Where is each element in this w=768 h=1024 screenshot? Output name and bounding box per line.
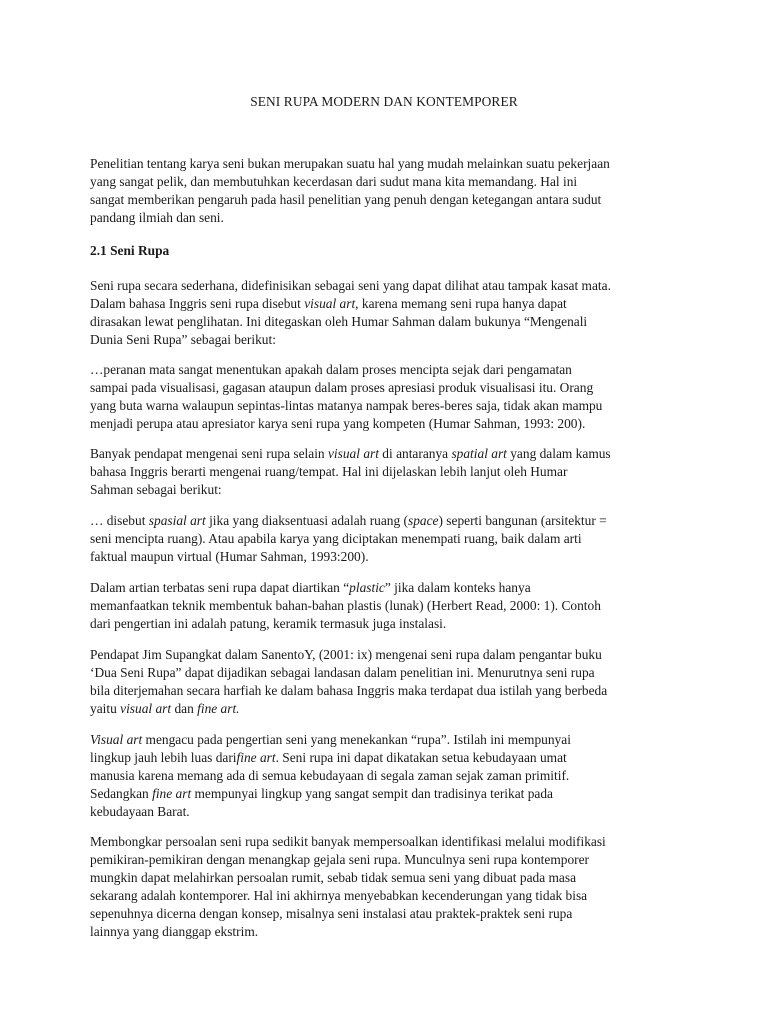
text-line: menjadi perupa atau apresiator karya seni rupa yang kompeten (Humar Sahman, 1993: 200). <box>90 416 586 431</box>
text-line: … disebut spasial art jika yang diaksentuasi adalah ruang (space) seperti bangunan (arsitektur = <box>90 513 607 528</box>
text-line: faktual maupun virtual (Humar Sahman, 1993:200). <box>90 549 369 564</box>
text-line: pandang ilmiah dan seni. <box>90 210 224 225</box>
paragraph-plastic <box>90 579 690 633</box>
text-line: dirasakan lewat penglihatan. Ini ditegaskan oleh Humar Sahman dalam bukunya “Mengenali <box>90 314 588 329</box>
paragraph-visual-art <box>90 731 690 821</box>
text-line: …peranan mata sangat menentukan apakah dalam proses mencipta sejak dari pengamatan <box>90 362 572 377</box>
text-line: yaitu visual art dan fine art. <box>90 701 240 716</box>
text-line: Membongkar persoalan seni rupa sedikit banyak mempersoalkan identifikasi melalui modifikasi <box>90 834 606 849</box>
text-line: yang buta warna walaupun sepintas-lintas matanya nampak beres-beres saja, tidak akan mampu <box>90 398 603 413</box>
text-line: Sedangkan fine art mempunyai lingkup yang sangat sempit dan tradisinya terikat pada <box>90 786 554 801</box>
text-line: Dalam artian terbatas seni rupa dapat diartikan “plastic” jika dalam konteks hanya <box>90 580 531 595</box>
section-heading: 2.1 Seni Rupa <box>90 243 170 258</box>
text-line: mungkin dapat melahirkan persoalan rumit, sebab tidak semua seni yang dibuat pada masa <box>90 870 577 885</box>
text-line: Pendapat Jim Supangkat dalam SanentoY, (2001: ix) mengenai seni rupa dalam pengantar buku <box>90 647 602 662</box>
text-line: pemikiran-pemikiran dengan menangkap gejala seni rupa. Munculnya seni rupa kontemporer <box>90 852 590 867</box>
paragraph-spatial-art <box>90 445 690 499</box>
text-line: sekarang adalah kontemporer. Hal ini akhirnya menyebabkan kecenderungan yang tidak bisa <box>90 888 588 903</box>
text-line: sangat memberikan pengaruh pada hasil penelitian yang penuh dengan ketegangan antara sudut <box>90 192 602 207</box>
intro-paragraph <box>90 155 690 227</box>
text-line: sepenuhnya dicerna dengan konsep, misalnya seni instalasi atau praktek-praktek seni rupa <box>90 906 573 921</box>
text-line: seni mencipta ruang). Atau apabila karya yang diciptakan menempati ruang, baik dalam arti <box>90 531 582 546</box>
text-line: Banyak pendapat mengenai seni rupa selain visual art di antaranya spatial art yang dalam kamus <box>90 446 611 461</box>
text-line: Dalam bahasa Inggris seni rupa disebut visual art, karena memang seni rupa hanya dapat <box>90 296 567 311</box>
quote-block-1 <box>90 361 690 433</box>
text-line: lainnya yang dianggap ekstrim. <box>90 924 259 939</box>
text-line: Sahman sebagai berikut: <box>90 482 222 497</box>
document-title: SENI RUPA MODERN DAN KONTEMPORER <box>250 94 518 109</box>
paragraph-seni-rupa <box>90 277 690 349</box>
text-line: ‘Dua Seni Rupa” dapat dijadikan sebagai landasan dalam penelitian ini. Menurutnya seni rupa <box>90 665 595 680</box>
text-line: dari pengertian ini adalah patung, keramik termasuk juga instalasi. <box>90 616 447 631</box>
text-line: yang sangat pelik, dan membutuhkan kecerdasan dari sudut mana kita memandang. Hal ini <box>90 174 578 189</box>
text-line: bila diterjemahan secara harfiah ke dalam bahasa Inggris maka terdapat dua istilah yang berbeda <box>90 683 608 698</box>
text-line: Dunia Seni Rupa” sebagai berikut: <box>90 332 276 347</box>
paragraph-kontemporer <box>90 833 690 941</box>
text-line: bahasa Inggris berarti mengenai ruang/tempat. Hal ini dijelaskan lebih lanjut oleh Humar <box>90 464 568 479</box>
text-line: Seni rupa secara sederhana, didefinisikan sebagai seni yang dapat dilihat atau tampak kasat mata. <box>90 278 611 293</box>
text-line: kebudayaan Barat. <box>90 804 190 819</box>
text-line: lingkup jauh lebih luas darifine art. Seni rupa ini dapat dikatakan setua kebudayaan umat <box>90 750 567 765</box>
text-line: Penelitian tentang karya seni bukan merupakan suatu hal yang mudah melainkan suatu pekerjaan <box>90 156 610 171</box>
quote-block-2 <box>90 512 690 566</box>
text-line: sampai pada visualisasi, gagasan ataupun dalam proses apresiasi produk visualisasi itu. Orang <box>90 380 594 395</box>
text-line: manusia karena memang ada di semua kebudayaan di segala zaman sejak zaman primitif. <box>90 768 570 783</box>
text-line: memanfaatkan teknik membentuk bahan-bahan plastis (lunak) (Herbert Read, 2000: 1). Contoh <box>90 598 601 613</box>
paragraph-jim-supangkat <box>90 646 690 718</box>
text-line: Visual art mengacu pada pengertian seni yang menekankan “rupa”. Istilah ini mempunyai <box>90 732 571 747</box>
